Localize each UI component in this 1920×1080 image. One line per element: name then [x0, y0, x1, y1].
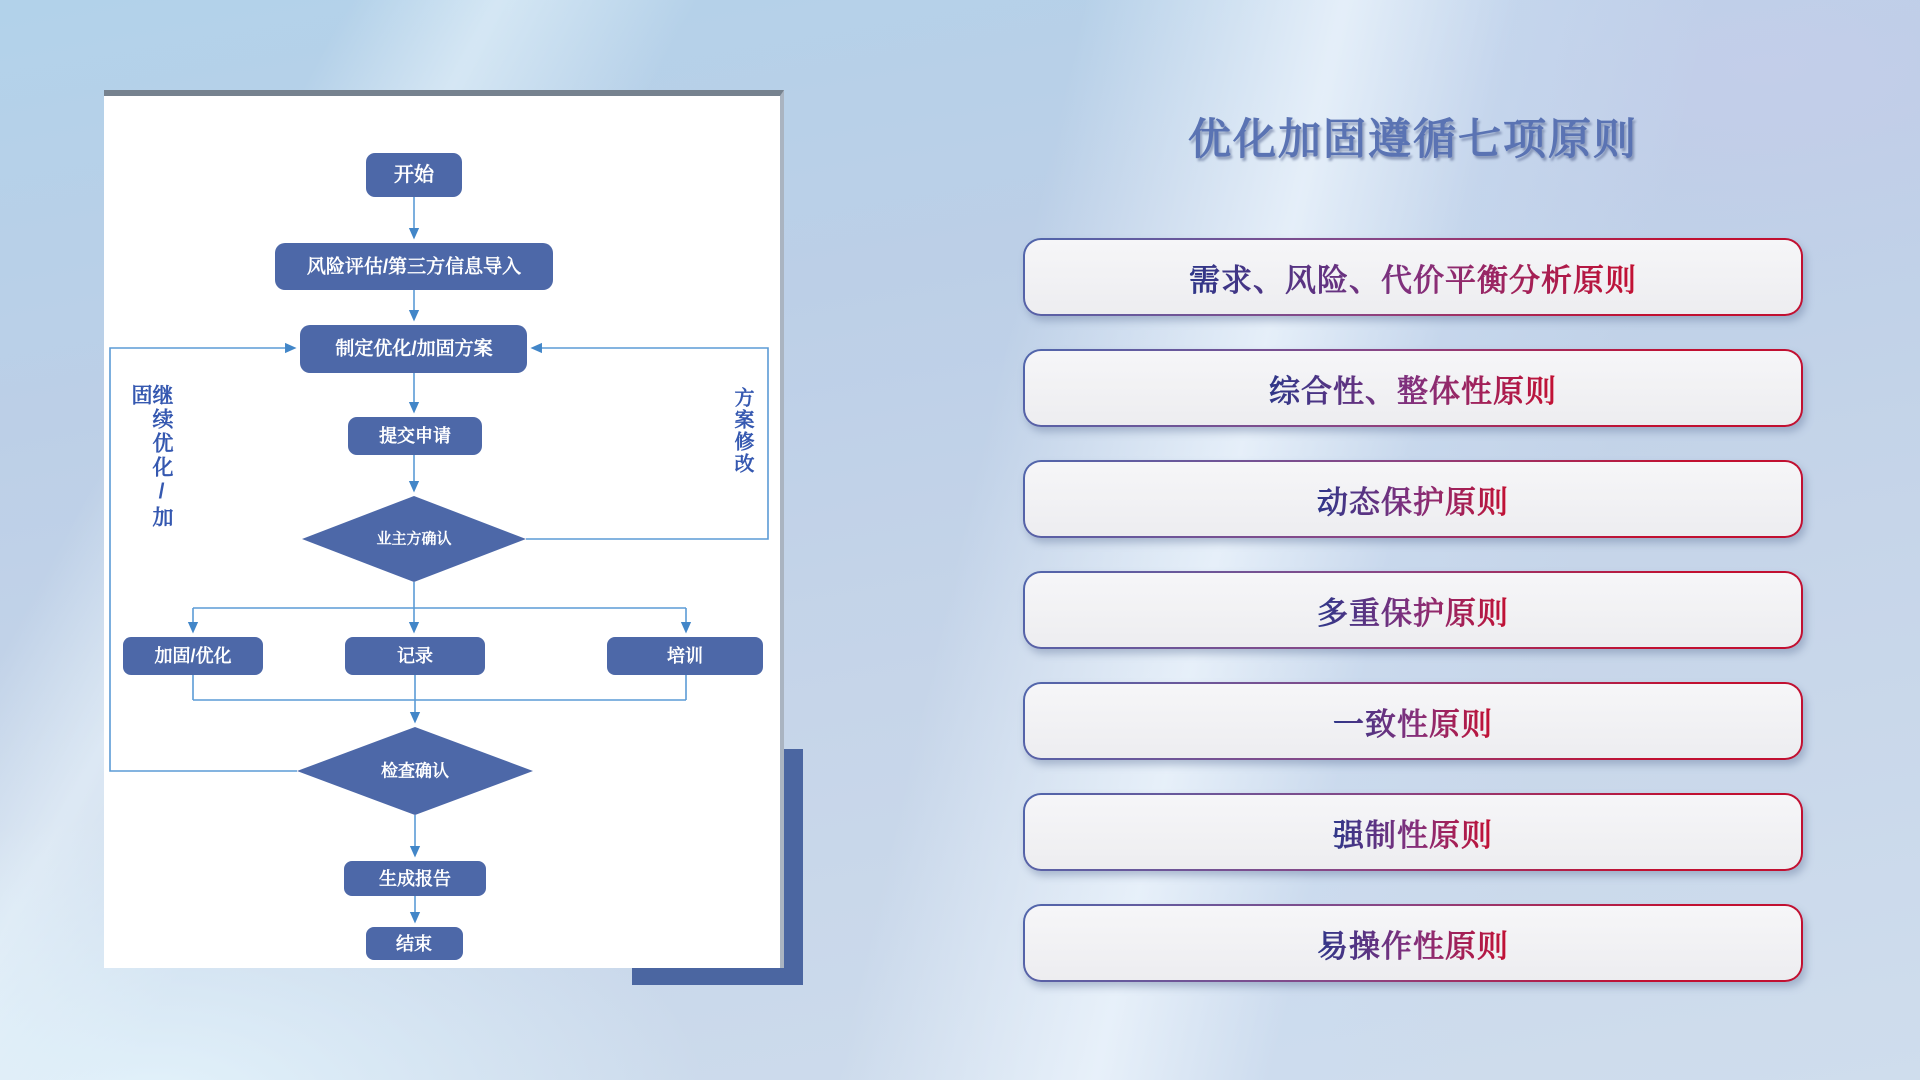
- principle-box-1: [1023, 238, 1803, 316]
- page-title: 优化加固遵循七项原则: [1188, 116, 1638, 164]
- principle-label: 多重保护原则: [1317, 588, 1509, 633]
- flow-node-start-label: 开始: [394, 164, 434, 186]
- loop-label-continue-optimize: 继续优化/加固: [129, 384, 173, 530]
- principle-box-6: [1023, 793, 1803, 871]
- flow-node-reinforce-optimize-label: 加固/优化: [154, 646, 232, 666]
- principle-label: 易操作性原则: [1317, 921, 1509, 966]
- principle-box-3: [1023, 460, 1803, 538]
- principle-box-5: [1023, 682, 1803, 760]
- flow-node-training-label: 培训: [667, 646, 703, 666]
- flow-node-risk-assessment-label: 风险评估/第三方信息导入: [306, 256, 522, 278]
- flow-node-check-confirm-label: 检查确认: [381, 761, 449, 781]
- principle-box-7: [1023, 904, 1803, 982]
- flow-node-generate-report-label: 生成报告: [379, 869, 451, 889]
- flow-node-end-label: 结束: [396, 934, 432, 954]
- principle-label: 需求、风险、代价平衡分析原则: [1189, 255, 1637, 300]
- principle-label: 强制性原则: [1333, 810, 1493, 855]
- flowchart-panel: [104, 90, 784, 968]
- flow-node-owner-confirm-label: 业主方确认: [376, 530, 452, 548]
- principle-label: 一致性原则: [1333, 699, 1493, 744]
- principles-list: [1023, 238, 1803, 982]
- principle-label: 综合性、整体性原则: [1269, 366, 1557, 411]
- flow-node-submit-request-label: 提交申请: [379, 426, 451, 446]
- flowchart: [104, 96, 780, 968]
- principle-box-4: [1023, 571, 1803, 649]
- flow-node-record-label: 记录: [397, 646, 433, 666]
- principle-label: 动态保护原则: [1317, 477, 1509, 522]
- flow-node-make-plan-label: 制定优化/加固方案: [335, 338, 493, 360]
- loop-label-plan-revision: 方案修改: [731, 387, 753, 475]
- principle-box-2: [1023, 349, 1803, 427]
